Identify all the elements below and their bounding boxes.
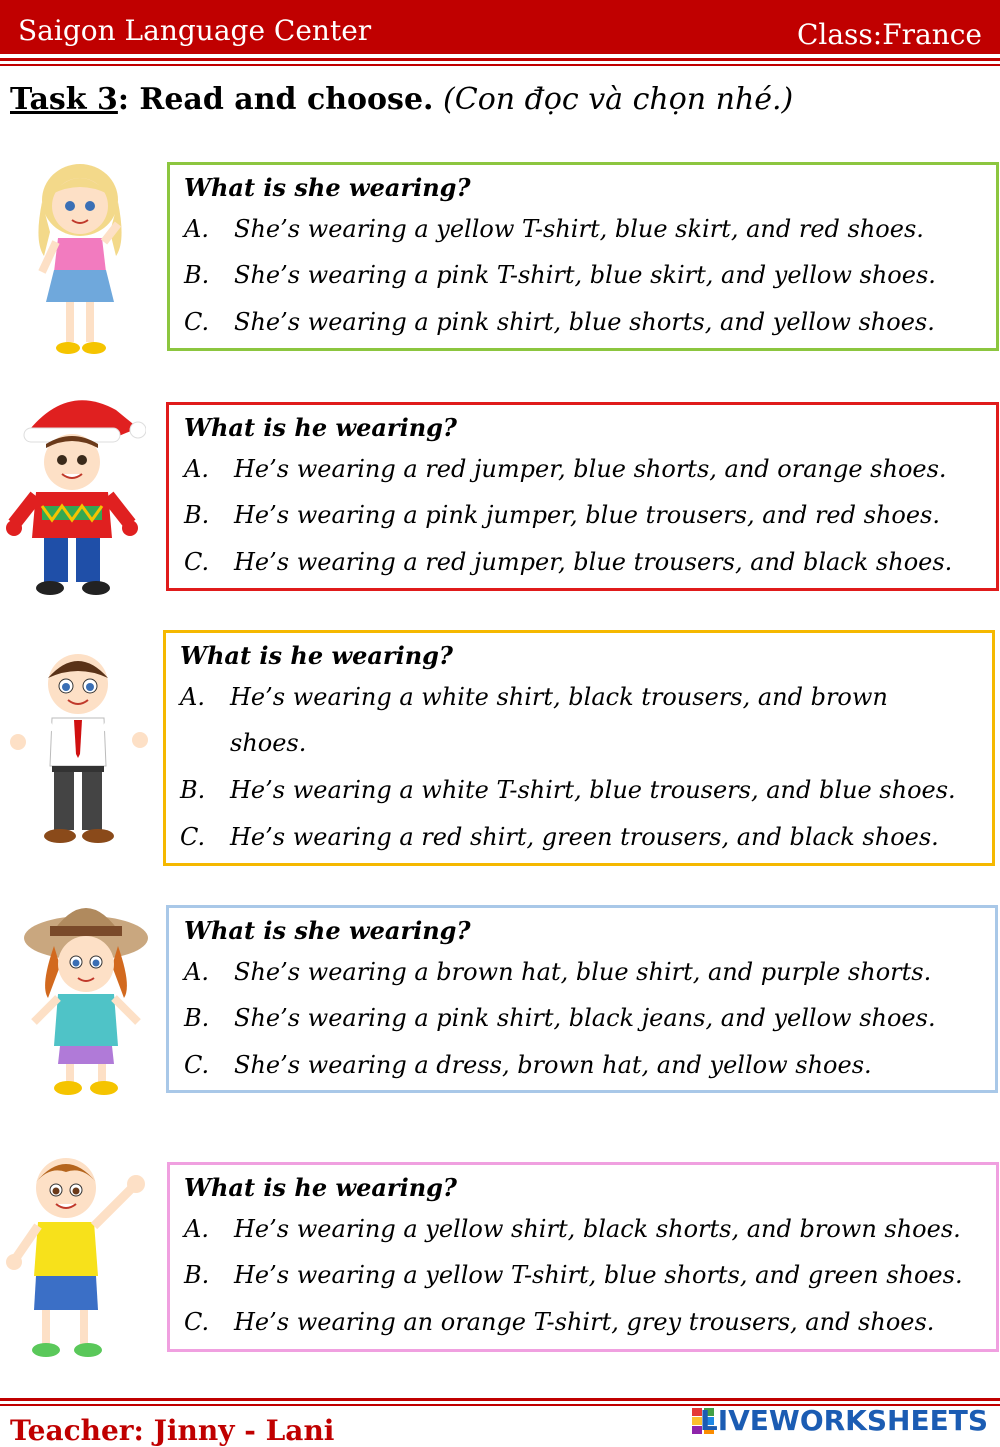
footer-divider xyxy=(0,1398,1000,1401)
option-c[interactable] xyxy=(184,1051,984,1081)
option-text: She’s wearing a dress, brown hat, and yellow shoes. xyxy=(234,1051,872,1079)
option-letter: A. xyxy=(184,958,209,986)
task-translation: (Con đọc và chọn nhé.) xyxy=(443,82,794,117)
option-text: He’s wearing a red jumper, blue shorts, and orange shoes. xyxy=(234,455,947,483)
option-text-continuation: shoes. xyxy=(230,729,307,757)
option-text: He’s wearing a yellow T-shirt, blue shorts, and green shoes. xyxy=(234,1261,963,1289)
option-c[interactable] xyxy=(180,823,980,853)
question-text: What is she wearing? xyxy=(184,173,471,202)
question-card-2 xyxy=(166,402,999,591)
task-instruction: : Read and choose. xyxy=(117,82,434,117)
liveworksheets-brand[interactable]: LIVEWORKSHEETS xyxy=(699,1404,988,1437)
option-letter: B. xyxy=(184,261,210,289)
option-text: She’s wearing a pink shirt, black jeans, and yellow shoes. xyxy=(234,1004,936,1032)
header-divider xyxy=(0,58,1000,61)
option-text: He’s wearing a yellow shirt, black shorts, and brown shoes. xyxy=(234,1215,961,1243)
option-a[interactable] xyxy=(184,455,984,485)
boy-santa-hat-illustration xyxy=(6,388,146,600)
option-c[interactable] xyxy=(184,308,984,338)
school-name: Saigon Language Center xyxy=(18,14,372,47)
option-b[interactable] xyxy=(180,776,980,806)
option-b[interactable] xyxy=(184,1261,984,1291)
option-text: He’s wearing a white T-shirt, blue trousers, and blue shoes. xyxy=(230,776,956,804)
option-letter: C. xyxy=(180,823,206,851)
question-text: What is she wearing? xyxy=(184,916,471,945)
option-letter: B. xyxy=(184,1261,210,1289)
boy-yellow-tshirt-illustration xyxy=(2,1148,162,1366)
option-text: She’s wearing a pink T-shirt, blue skirt, and yellow shoes. xyxy=(234,261,936,289)
option-letter: C. xyxy=(184,1308,210,1336)
option-letter: B. xyxy=(180,776,206,804)
option-b[interactable] xyxy=(184,501,984,531)
option-text: She’s wearing a yellow T-shirt, blue skirt, and red shoes. xyxy=(234,215,924,243)
task-title xyxy=(10,82,793,117)
header-divider-thin xyxy=(0,64,1000,66)
girl-pink-shirt-illustration xyxy=(20,152,140,362)
boy-white-shirt-tie-illustration xyxy=(8,644,158,848)
option-letter: C. xyxy=(184,548,210,576)
option-text: She’s wearing a pink shirt, blue shorts, and yellow shoes. xyxy=(234,308,935,336)
option-letter: B. xyxy=(184,1004,210,1032)
option-text: He’s wearing an orange T-shirt, grey trousers, and shoes. xyxy=(234,1308,935,1336)
question-text: What is he wearing? xyxy=(180,641,453,670)
option-a[interactable] xyxy=(184,958,984,988)
question-text: What is he wearing? xyxy=(184,1173,457,1202)
option-text: He’s wearing a white shirt, black trousers, and brown xyxy=(230,683,888,711)
option-text: He’s wearing a red jumper, blue trousers, and black shoes. xyxy=(234,548,953,576)
option-b[interactable] xyxy=(184,261,984,291)
task-label: Task 3 xyxy=(10,82,118,117)
option-a[interactable] xyxy=(180,683,980,759)
question-card-3 xyxy=(163,630,995,866)
option-text: She’s wearing a brown hat, blue shirt, and purple shorts. xyxy=(234,958,932,986)
girl-brown-hat-illustration xyxy=(20,886,155,1100)
question-card-5 xyxy=(167,1162,999,1352)
question-card-4 xyxy=(166,905,998,1093)
option-letter: C. xyxy=(184,1051,210,1079)
option-c[interactable] xyxy=(184,548,984,578)
option-letter: C. xyxy=(184,308,210,336)
option-letter: B. xyxy=(184,501,210,529)
option-text: He’s wearing a pink jumper, blue trousers, and red shoes. xyxy=(234,501,940,529)
question-card-1 xyxy=(167,162,999,351)
option-letter: A. xyxy=(180,683,205,711)
teacher-credit: Teacher: Jinny - Lani xyxy=(10,1414,335,1447)
option-letter: A. xyxy=(184,455,209,483)
option-letter: A. xyxy=(184,1215,209,1243)
class-label: Class:France xyxy=(796,18,982,51)
option-b[interactable] xyxy=(184,1004,984,1034)
option-c[interactable] xyxy=(184,1308,984,1338)
option-letter: A. xyxy=(184,215,209,243)
option-a[interactable] xyxy=(184,215,984,245)
option-text: He’s wearing a red shirt, green trousers, and black shoes. xyxy=(230,823,939,851)
question-text: What is he wearing? xyxy=(184,413,457,442)
header-bar xyxy=(0,0,1000,54)
option-a[interactable] xyxy=(184,1215,984,1245)
